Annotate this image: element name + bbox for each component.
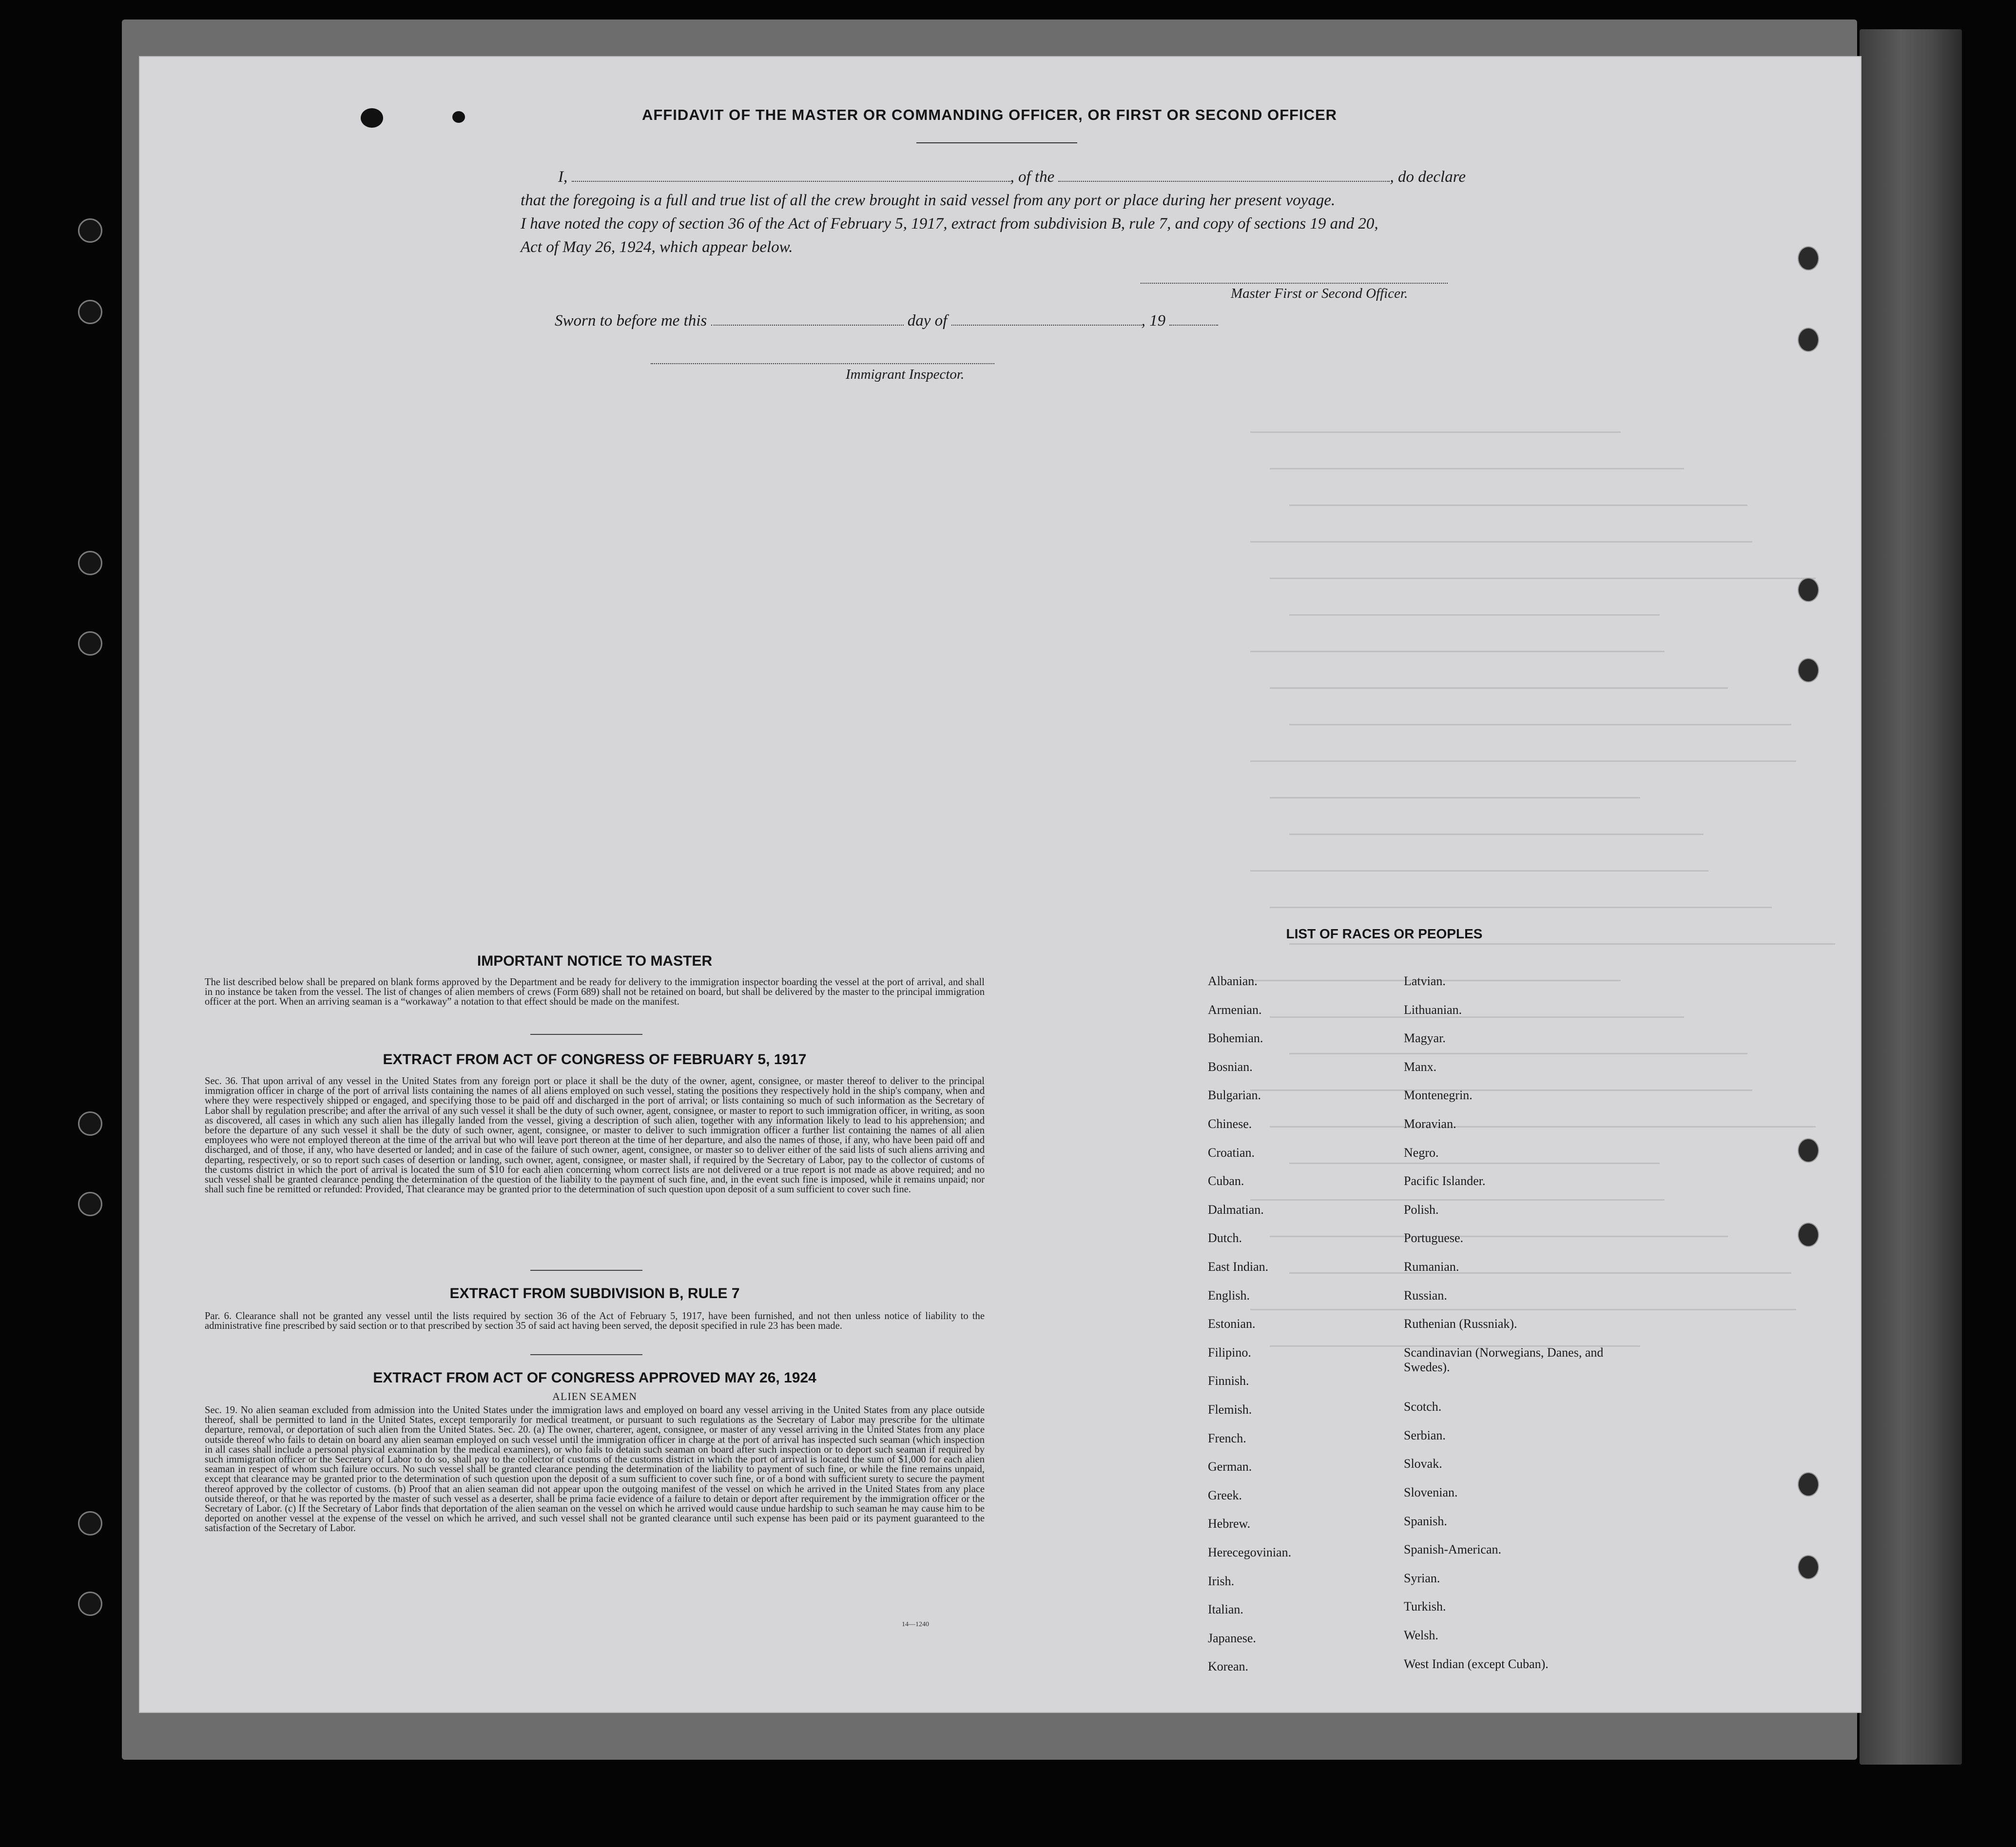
race-item: Japanese.: [1208, 1631, 1256, 1645]
binder-hole-icon: [78, 218, 102, 243]
sworn-year-field[interactable]: [1169, 325, 1218, 326]
binder-hole-icon: [78, 1111, 102, 1136]
extract-1924-title: EXTRACT FROM ACT OF CONGRESS APPROVED MAY 26, 1924: [373, 1370, 816, 1386]
race-item: Latvian.: [1404, 974, 1446, 988]
binder-spine: [1860, 29, 1962, 1765]
binder-hole-icon: [1798, 1138, 1819, 1163]
sworn-label: Sworn to before me this: [555, 312, 707, 330]
vessel-name-field[interactable]: [1058, 181, 1390, 182]
binder-hole-icon: [1798, 1223, 1819, 1247]
race-item: Manx.: [1404, 1059, 1437, 1074]
binder-hole-icon: [78, 1192, 102, 1216]
race-item: Scotch.: [1404, 1400, 1442, 1414]
race-item: Armenian.: [1208, 1002, 1262, 1017]
extract-1924-text: Sec. 19. No alien seaman excluded from admission into the United States under the immigration laws and employed on board any vessel arriving in the United States from any place outside thereof, shall be permitted to land in the United States, except temporarily for medical treatment, or pursuant to such regulations as the Secretary of Labor may prescribe for the ultimate departure, removal, or deportation of such alien from the United States. Sec. 20. (a) The owner, charterer, agent, consignee, or master of any vessel arriving in the United States from any place outside thereof who fails to detain on board any alien seaman employed on such vessel until the immigration officer in charge at the port of arrival has inspected such seaman (which inspection in all cases shall include a personal physical examination by the medical examiners), or who fails to detain such seaman on board after such inspection or to deport such seaman if required by such immigration officer or the Secretary of Labor to do so, shall pay to the collector of customs of the customs district in which the port of arrival is located the sum of $1,000 for each alien seaman in respect of whom such failure occurs. No such vessel shall be granted clearance pending the determination of the liability to payment of such fine, or while the fine remains unpaid, except that clearance may be granted prior to the determination of such question upon the deposit of a sum sufficient to cover such fine, or of a bond with sufficient surety to secure the payment thereof approved by the collector of customs. (b) Proof that an alien seaman did not appear upon the outgoing manifest of the vessel on which he arrived in the United States from any place outside thereof, or that he was reported by the master of such vessel as a deserter, shall be prima facie evidence of a failure to detain or deport after requirement by the immigration officer or the Secretary of Labor. (c) If the Secretary of Labor finds that deportation of the alien seaman on the vessel on which he arrived would cause undue hardship to such seaman he may cause him to be deported on another vessel at the expense of the vessel on which he arrived, and such vessel shall not be granted clearance until such expense has been paid or its payment guaranteed to the satisfaction of the Secretary of Labor.: [205, 1405, 985, 1534]
declaration-text-3: I have noted the copy of section 36 of the Act of February 5, 1917, extract from subdivision B, rule 7, and copy of sections 19 and 20,: [521, 215, 1378, 233]
race-item: Cuban.: [1208, 1174, 1244, 1188]
race-item: Magyar.: [1404, 1031, 1446, 1046]
extract-rule7-text: Par. 6. Clearance shall not be granted any vessel until the lists required by section 36 of the Act of February 5, 1917, have been furnished, and not then unless notice of liability to the administrative fine prescribed by said section or to that prescribed by section 35 of said act having been served, the deposit specified in rule 23 has been made.: [205, 1311, 985, 1332]
race-item: Syrian.: [1404, 1571, 1440, 1585]
race-item: Bohemian.: [1208, 1031, 1263, 1046]
race-item: English.: [1208, 1288, 1250, 1303]
race-item: German.: [1208, 1459, 1252, 1474]
title-underline: [916, 142, 1077, 143]
binder-hole-icon: [1798, 1555, 1819, 1579]
section-divider: [530, 1270, 642, 1271]
race-item: Russian.: [1404, 1288, 1447, 1303]
race-item: Korean.: [1208, 1659, 1249, 1674]
sworn-line: [555, 312, 1218, 330]
binder-hole-icon: [78, 551, 102, 575]
binder-hole-icon: [78, 300, 102, 324]
race-item: Italian.: [1208, 1602, 1243, 1617]
race-item: Scandinavian (Norwegians, Danes, and Swedes).: [1404, 1345, 1604, 1374]
extract-1917-title: EXTRACT FROM ACT OF CONGRESS OF FEBRUARY 5, 1917: [383, 1051, 807, 1068]
extract-rule7-title: EXTRACT FROM SUBDIVISION B, RULE 7: [449, 1285, 740, 1302]
master-signature-line[interactable]: [1141, 283, 1448, 284]
race-item: Albanian.: [1208, 974, 1258, 988]
race-item: Polish.: [1404, 1202, 1439, 1217]
race-item: Herecegovinian.: [1208, 1545, 1292, 1559]
race-item: Chinese.: [1208, 1117, 1252, 1131]
race-item: Bosnian.: [1208, 1059, 1253, 1074]
alien-seamen-subtitle: ALIEN SEAMEN: [552, 1390, 637, 1402]
race-item: Portuguese.: [1404, 1231, 1464, 1245]
declaration-text-2: that the foregoing is a full and true list of all the crew brought in said vessel from any port or place during her present voyage.: [521, 192, 1336, 209]
do-declare-label: , do declare: [1390, 168, 1466, 186]
sworn-day-field[interactable]: [711, 325, 904, 326]
sworn-month-field[interactable]: [951, 325, 1142, 326]
binder-hole-icon: [1798, 246, 1819, 271]
day-of-label: day of: [907, 312, 948, 330]
year-label: , 19: [1141, 312, 1166, 330]
section-divider: [530, 1034, 642, 1035]
race-item: Irish.: [1208, 1574, 1235, 1588]
binder-hole-icon: [1798, 658, 1819, 682]
race-item: Slovak.: [1404, 1457, 1442, 1471]
declaration-text-4: Act of May 26, 1924, which appear below.: [521, 238, 793, 256]
race-item: Dutch.: [1208, 1231, 1242, 1245]
race-item: Hebrew.: [1208, 1516, 1251, 1531]
race-item: Lithuanian.: [1404, 1002, 1462, 1017]
race-item: Greek.: [1208, 1488, 1242, 1502]
binder-hole-icon: [1798, 1472, 1819, 1497]
binder-hole-icon: [1798, 578, 1819, 602]
race-item: Turkish.: [1404, 1599, 1446, 1614]
inspector-signature-line[interactable]: [651, 363, 994, 364]
binder-hole-icon: [78, 1511, 102, 1536]
binder-hole-icon: [78, 631, 102, 656]
race-item: Moravian.: [1404, 1117, 1456, 1131]
race-item: Ruthenian (Russniak).: [1404, 1317, 1517, 1331]
extract-1917-text: Sec. 36. That upon arrival of any vessel in the United States from any foreign port or place it shall be the duty of the owner, agent, consignee, or master thereof to deliver to the principal immigration officer in charge of the port of arrival lists containing the names of all aliens employed on such vessel, stating the positions they respectively hold in the ship's company, when and where they were respectively shipped or engaged, and specifying those to be paid off and discharged in the port of arrival; or lists containing so much of such information as the Secretary of Labor shall by regulation prescribe; and after the arrival of any such vessel it shall be the duty of such owner, agent, consignee, or master to report to such immigration officer, in writing, as soon as discovered, all cases in which any such alien has illegally landed from the vessel, giving a description of such alien, together with any information likely to lead to his apprehension; and before the departure of any such vessel it shall be the duty of such owner, agent, consignee, or master to deliver to such immigration officer a further list containing the names of all alien employees who were not employed thereon at the time of the arrival but who will leave port thereon at the time of her departure, and also the names of those, if any, who have been paid off and discharged, and of those, if any, who have deserted or landed; and in case of the failure of such owner, agent, consignee, or master so to deliver either of the said lists of such aliens arriving and departing, respectively, or so to report such cases of desertion or landing, such owner, agent, consignee, or master shall, if required by the Secretary of Labor, pay to the collector of customs of the customs district in which the port of arrival is located the sum of $10 for each alien concerning whom correct lists are not delivered or a true report is not made as above required; and no such vessel shall be granted clearance pending the determination of the question of the liability to the payment of such fine, and, in the event such fine is imposed, while it remains unpaid; nor shall such fine be remitted or refunded: Provided, That clearance may be granted prior to the determination of such question upon deposit of a sum sufficient to cover such fine.: [205, 1076, 985, 1195]
race-item: Estonian.: [1208, 1317, 1256, 1331]
race-item: Negro.: [1404, 1145, 1439, 1160]
race-item: French.: [1208, 1431, 1246, 1445]
form-number: 14—1240: [902, 1621, 929, 1628]
section-divider: [530, 1354, 642, 1355]
ink-blot-icon: [452, 111, 465, 123]
master-name-field[interactable]: [572, 181, 1010, 182]
of-the-label: , of the: [1010, 168, 1055, 186]
declaration-i: I,: [558, 168, 568, 186]
race-item: Filipino.: [1208, 1345, 1251, 1360]
master-signature-caption: Master First or Second Officer.: [1231, 286, 1408, 301]
binder-hole-icon: [78, 1592, 102, 1616]
race-item: West Indian (except Cuban).: [1404, 1656, 1549, 1671]
race-item: Slovenian.: [1404, 1485, 1458, 1499]
race-item: Rumanian.: [1404, 1260, 1459, 1274]
notice-title: IMPORTANT NOTICE TO MASTER: [477, 953, 713, 969]
race-item: Pacific Islander.: [1404, 1174, 1486, 1188]
race-item: Croatian.: [1208, 1145, 1255, 1160]
affidavit-title: AFFIDAVIT OF THE MASTER OR COMMANDING OFFICER, OR FIRST OR SECOND OFFICER: [641, 106, 1338, 123]
race-item: Bulgarian.: [1208, 1088, 1261, 1103]
race-item: Welsh.: [1404, 1628, 1438, 1642]
race-item: Serbian.: [1404, 1428, 1446, 1442]
race-item: Spanish.: [1404, 1514, 1447, 1528]
race-item: Spanish-American.: [1404, 1542, 1502, 1557]
notice-text: The list described below shall be prepared on blank forms approved by the Department and be ready for delivery to the immigration inspector boarding the vessel at the port of arrival, and shall in no instance be taken from the vessel. The list of changes of alien members of crews (Form 689) shall not be retained on board, but shall be delivered by the master to the principal immigration officer at the port. When an arriving seaman is a “workaway” a notation to that effect should be made on the manifest.: [205, 977, 985, 1008]
race-item: East Indian.: [1208, 1260, 1269, 1274]
race-item: Montenegrin.: [1404, 1088, 1473, 1103]
race-item: Dalmatian.: [1208, 1202, 1264, 1217]
race-item: Flemish.: [1208, 1402, 1252, 1417]
declaration-line: [558, 168, 1466, 186]
ink-blot-icon: [361, 108, 383, 128]
binder-hole-icon: [1798, 328, 1819, 352]
race-item: Finnish.: [1208, 1374, 1249, 1388]
inspector-signature-caption: Immigrant Inspector.: [846, 367, 965, 382]
races-list-title: LIST OF RACES OR PEOPLES: [1286, 926, 1483, 941]
